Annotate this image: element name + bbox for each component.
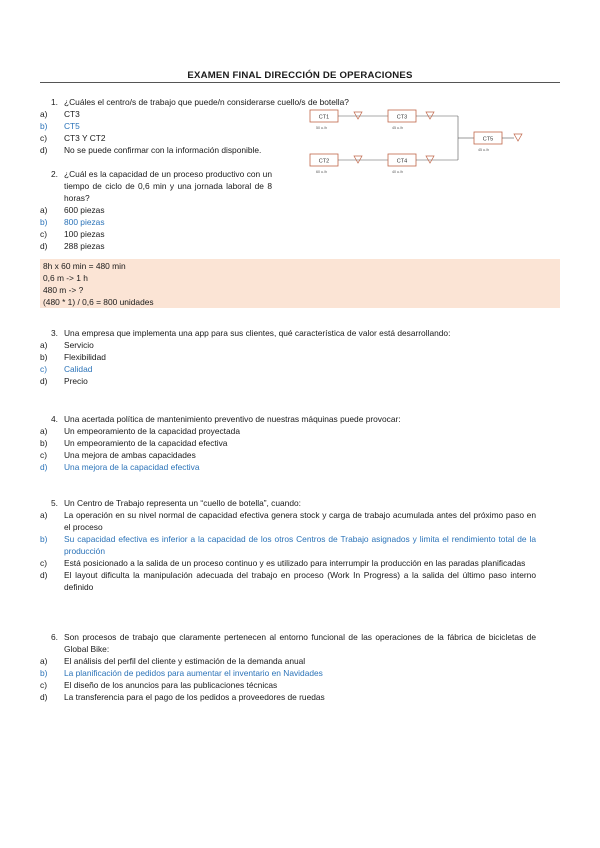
question-2: [40, 168, 272, 252]
question-number: 6.: [51, 632, 58, 642]
inventory-triangle-icon: [354, 156, 362, 163]
option-letter: a): [40, 205, 48, 215]
option-d[interactable]: [40, 144, 310, 156]
option-a[interactable]: [40, 339, 536, 351]
question-text: Son procesos de trabajo que claramente pertenecen al entorno funcional de las operaciones de la fábrica de bicicletas de Global Bike:: [64, 632, 536, 654]
option-letter: d): [40, 462, 48, 472]
option-text: Precio: [64, 376, 88, 386]
workcenter-ct5-label: CT5: [482, 136, 494, 143]
workcenter-ct2-label: CT2: [318, 158, 330, 165]
option-text: Una mejora de la capacidad efectiva: [64, 462, 200, 472]
option-letter: b): [40, 534, 48, 544]
option-d[interactable]: [40, 375, 536, 387]
option-b[interactable]: [40, 437, 536, 449]
option-text: Un empeoramiento de la capacidad proyectada: [64, 426, 240, 436]
inventory-triangle-icon: [426, 156, 434, 163]
option-b[interactable]: [40, 351, 536, 363]
option-letter: a): [40, 426, 48, 436]
option-b-correct[interactable]: [40, 533, 536, 557]
option-text: CT3: [64, 109, 80, 119]
question-text: Una empresa que implementa una app para sus clientes, qué característica de valor está desarrollando:: [64, 328, 451, 338]
calculation-line: (480 * 1) / 0,6 = 800 unidades: [43, 297, 154, 307]
question-number: 4.: [51, 414, 58, 424]
option-d-correct[interactable]: [40, 461, 536, 473]
exam-title: EXAMEN FINAL DIRECCIÓN DE OPERACIONES: [187, 70, 413, 81]
option-text: No se puede confirmar con la información disponible.: [64, 145, 262, 155]
option-letter: d): [40, 241, 48, 251]
workcenter-ct4-label: CT4: [396, 158, 408, 165]
workcenter-ct5-capacity: 45 u./h: [478, 148, 489, 152]
option-letter: c): [40, 133, 47, 143]
calculation-line: 480 m -> ?: [43, 285, 84, 295]
option-letter: a): [40, 340, 48, 350]
option-b-correct[interactable]: [40, 667, 536, 679]
option-text: El análisis del perfil del cliente y estimación de la demanda anual: [64, 656, 306, 666]
workcenter-ct1-capacity: 50 u./h: [316, 126, 327, 130]
process-flow-diagram: [308, 106, 528, 180]
question-text: ¿Cuáles el centro/s de trabajo que puede/n considerarse cuello/s de botella?: [64, 97, 349, 107]
option-letter: b): [40, 217, 48, 227]
option-text: La operación en su nivel normal de capacidad efectiva genera stock y carga de trabajo acumulada antes del próximo paso en el proceso: [64, 510, 536, 532]
option-letter: d): [40, 145, 48, 155]
option-c[interactable]: [40, 449, 536, 461]
option-a[interactable]: [40, 108, 310, 120]
option-text: CT3 Y CT2: [64, 133, 106, 143]
option-d[interactable]: [40, 691, 536, 703]
question-number: 2.: [51, 169, 58, 179]
option-a[interactable]: [40, 425, 536, 437]
question-text: Un Centro de Trabajo representa un “cuello de botella”, cuando:: [64, 498, 301, 508]
workcenter-ct4-capacity: 40 u./h: [392, 170, 403, 174]
option-b-correct[interactable]: [40, 216, 272, 228]
option-c-correct[interactable]: [40, 363, 536, 375]
option-c[interactable]: [40, 679, 536, 691]
option-d[interactable]: [40, 569, 536, 593]
question-text: Una acertada política de mantenimiento preventivo de nuestras máquinas puede provocar:: [64, 414, 401, 424]
option-text: 600 piezas: [64, 205, 105, 215]
option-text: Calidad: [64, 364, 93, 374]
calculation-box: [40, 259, 560, 308]
option-letter: c): [40, 364, 47, 374]
option-letter: b): [40, 438, 48, 448]
option-text: Un empeoramiento de la capacidad efectiva: [64, 438, 228, 448]
question-3: [40, 327, 536, 387]
option-c[interactable]: [40, 228, 272, 240]
workcenter-ct3-label: CT3: [396, 114, 408, 121]
question-6: [40, 631, 536, 703]
title-underline: [40, 82, 560, 83]
calculation-line: 8h x 60 min = 480 min: [43, 261, 126, 271]
option-text: Servicio: [64, 340, 94, 350]
question-number: 3.: [51, 328, 58, 338]
option-letter: a): [40, 510, 48, 520]
option-text: Una mejora de ambas capacidades: [64, 450, 196, 460]
option-text: La transferencia para el pago de los pedidos a proveedores de ruedas: [64, 692, 325, 702]
option-text: 100 piezas: [64, 229, 105, 239]
inventory-triangle-icon: [354, 112, 362, 119]
option-d[interactable]: [40, 240, 272, 252]
option-b-correct[interactable]: [40, 120, 310, 132]
question-number: 5.: [51, 498, 58, 508]
workcenter-ct3-capacity: 45 u./h: [392, 126, 403, 130]
option-text: El diseño de los anuncios para las publicaciones técnicas: [64, 680, 278, 690]
option-text: La planificación de pedidos para aumentar el inventario en Navidades: [64, 668, 323, 678]
question-4: [40, 413, 536, 473]
option-c[interactable]: [40, 132, 310, 144]
option-letter: d): [40, 376, 48, 386]
option-a[interactable]: [40, 509, 536, 533]
workcenter-ct1-label: CT1: [318, 114, 330, 121]
option-text: 288 piezas: [64, 241, 105, 251]
option-text: El layout dificulta la manipulación adecuada del trabajo en proceso (Work In Progress) a la salida del último paso interno definido: [64, 570, 536, 592]
question-text: ¿Cuál es la capacidad de un proceso productivo con un tiempo de ciclo de 0,6 min y una jornada laboral de 8 horas?: [64, 169, 272, 203]
option-letter: b): [40, 352, 48, 362]
option-letter: d): [40, 692, 48, 702]
option-letter: b): [40, 121, 48, 131]
option-letter: c): [40, 680, 47, 690]
question-5: [40, 497, 536, 593]
question-number: 1.: [51, 97, 58, 107]
option-a[interactable]: [40, 655, 536, 667]
option-text: CT5: [64, 121, 80, 131]
option-letter: a): [40, 109, 48, 119]
option-letter: a): [40, 656, 48, 666]
option-text: 800 piezas: [64, 217, 105, 227]
option-a[interactable]: [40, 204, 272, 216]
workcenter-ct2-capacity: 60 u./h: [316, 170, 327, 174]
option-c[interactable]: [40, 557, 536, 569]
inventory-triangle-icon: [426, 112, 434, 119]
option-letter: c): [40, 558, 47, 568]
option-letter: c): [40, 450, 47, 460]
option-text: Flexibilidad: [64, 352, 106, 362]
option-letter: b): [40, 668, 48, 678]
option-letter: c): [40, 229, 47, 239]
option-text: Está posicionado a la salida de un proceso continuo y es utilizado para interrumpir la producción en las paradas planificadas: [64, 558, 526, 568]
calculation-line: 0,6 m -> 1 h: [43, 273, 88, 283]
option-text: Su capacidad efectiva es inferior a la capacidad de los otros Centros de Trabajo asignados y limita el rendimiento total de la producción: [64, 534, 536, 556]
inventory-triangle-icon: [514, 134, 522, 141]
option-letter: d): [40, 570, 48, 580]
